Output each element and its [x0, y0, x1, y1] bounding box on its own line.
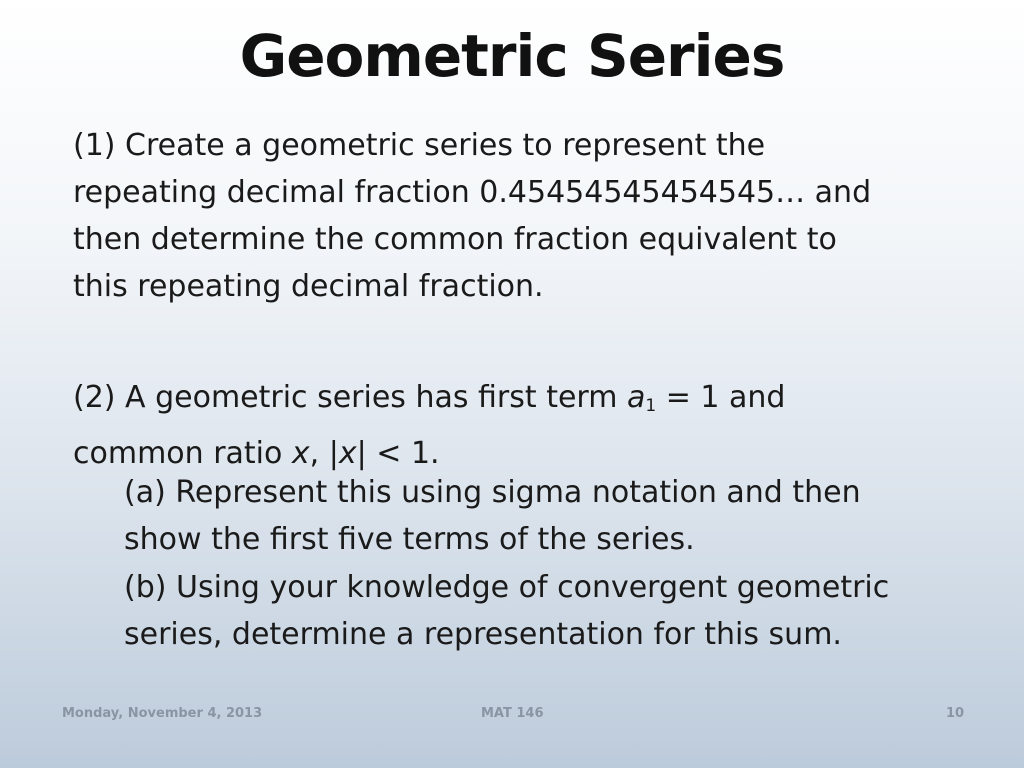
footer-date: Monday, November 4, 2013 [62, 706, 263, 721]
variable-a: a [626, 380, 646, 415]
variable-x: x [291, 436, 310, 471]
problem-2-part-a [124, 469, 984, 563]
part-b-line: (b) Using your knowledge of convergent geometric [124, 570, 890, 605]
footer-course: MAT 146 [481, 706, 544, 721]
problem-2-prefix: (2) A geometric series has first term [73, 380, 627, 415]
problem-1 [73, 122, 973, 310]
problem-1-line: this repeating decimal fraction. [73, 269, 544, 304]
part-a-line: show the first five terms of the series. [124, 522, 695, 557]
problem-2 [73, 374, 973, 477]
problem-2-line-1 [73, 374, 973, 430]
part-a-line: (a) Represent this using sigma notation and then [124, 475, 861, 510]
slide-title: Geometric Series [239, 22, 785, 90]
slide-number: 10 [946, 706, 965, 721]
subscript-1: 1 [645, 396, 657, 416]
ratio-suffix: | < 1. [356, 436, 440, 471]
problem-1-line: repeating decimal fraction 0.45454545454545… and [73, 175, 872, 210]
ratio-prefix: common ratio [73, 436, 292, 471]
problem-2-suffix: = 1 and [656, 380, 786, 415]
problem-1-line: (1) Create a geometric series to represent the [73, 128, 766, 163]
part-b-line: series, determine a representation for this sum. [124, 617, 842, 652]
problem-1-line: then determine the common fraction equivalent to [73, 222, 837, 257]
problem-2-part-b [124, 564, 984, 658]
ratio-mid: , | [309, 436, 339, 471]
variable-x-abs: x [338, 436, 357, 471]
